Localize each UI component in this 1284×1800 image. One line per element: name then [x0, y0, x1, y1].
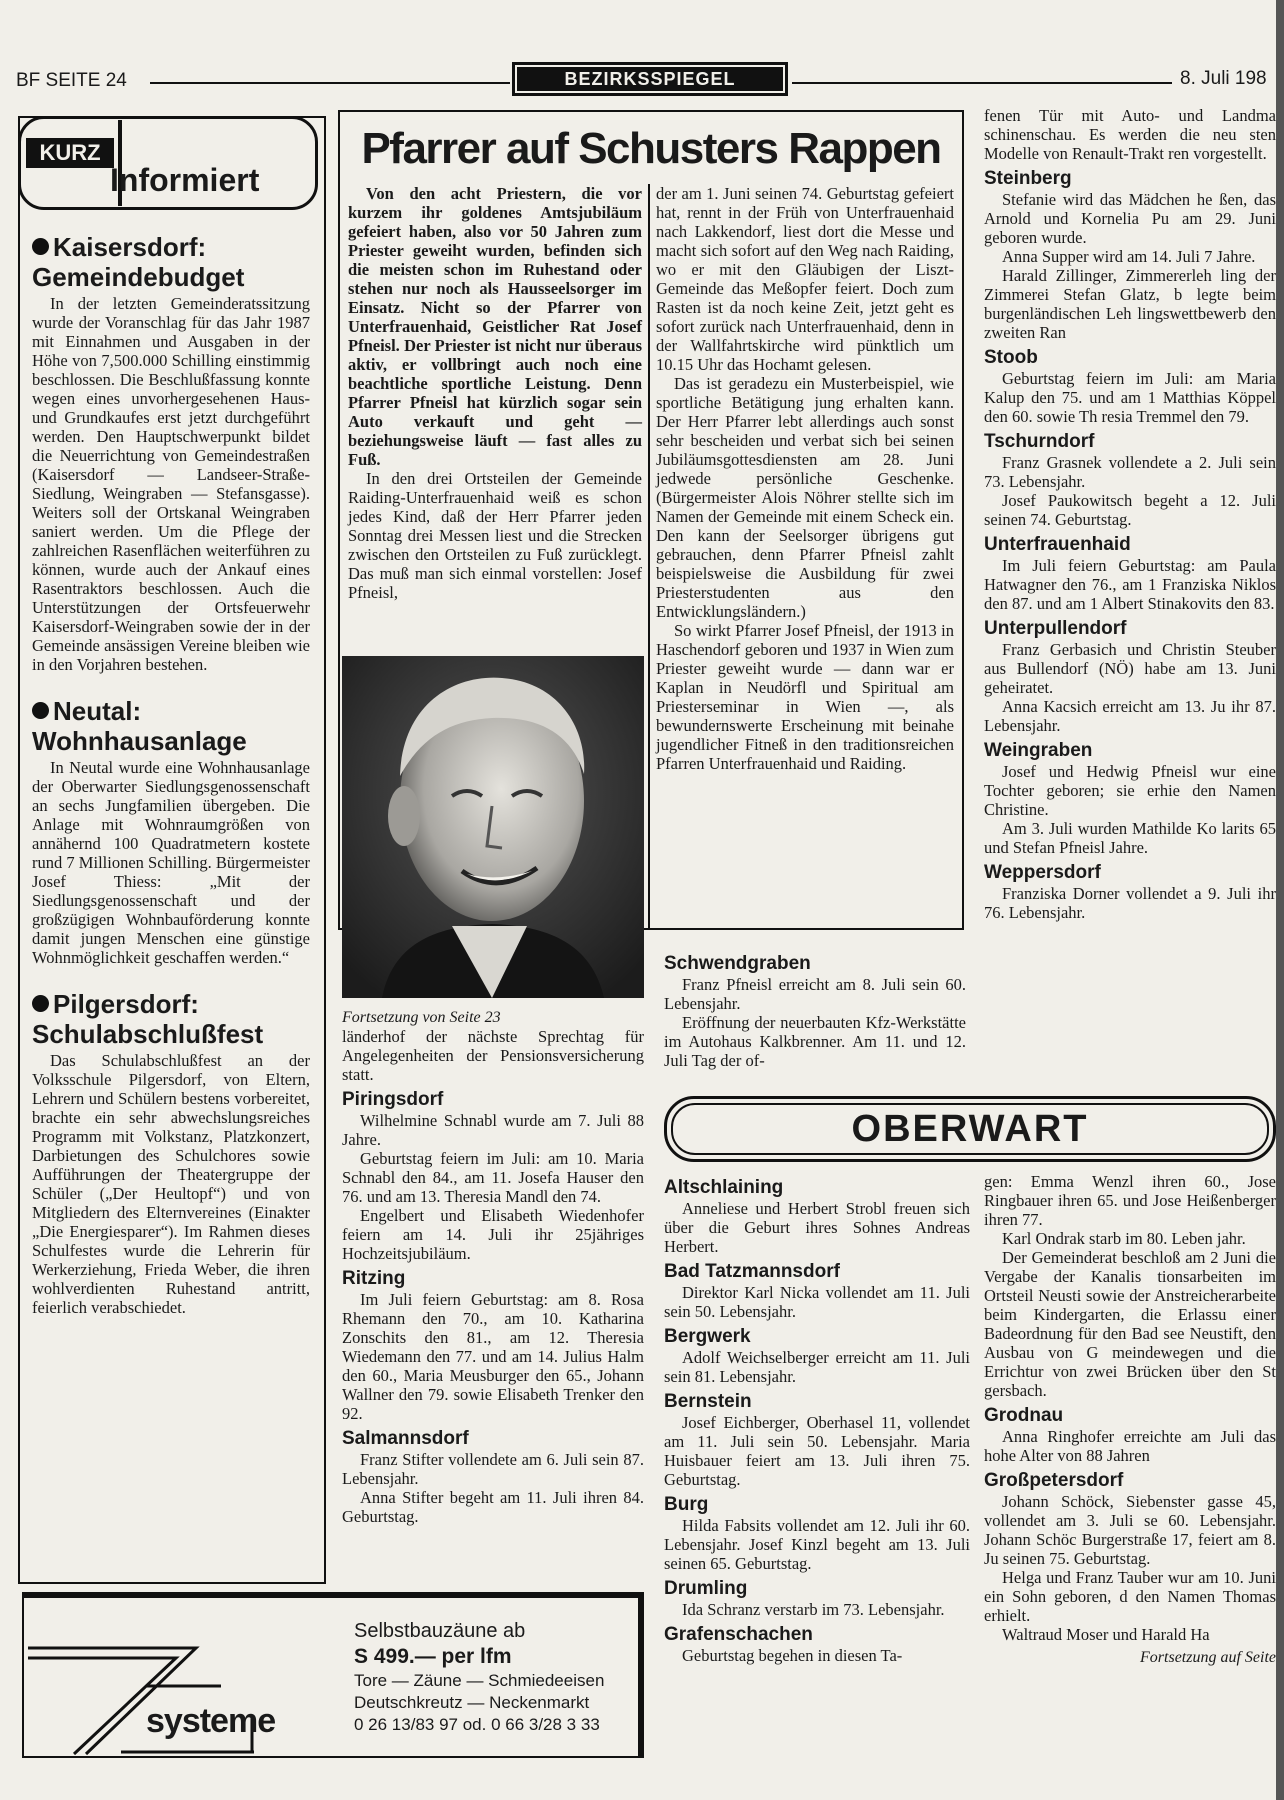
mid-right-column: [664, 948, 966, 1070]
section-title: Piringsdorf: [342, 1089, 444, 1110]
main-article-title: Pfarrer auf Schusters Rappen: [361, 124, 941, 173]
section-paragraph: Franz Gerbasich und Christin Steuber aus Bullendorf (NÖ) habe am 13. Juni geheiratet.: [984, 640, 1276, 697]
section-paragraph: Geburtstag feiern im Juli: am 10. Maria Schnabl den 84., am 11. Josefa Hauser den 76. und am 13. Theresia Mandl den 74.: [342, 1149, 644, 1206]
ad-price: S 499.— per lfm: [354, 1645, 512, 1668]
section-paragraph: Anna Stifter begeht am 11. Juli ihren 84. Geburtstag.: [342, 1488, 644, 1526]
section-grosspetersdorf: [984, 1471, 1276, 1644]
section-title: Steinberg: [984, 168, 1072, 189]
main-article-paragraph: Das ist geradezu ein Musterbeispiel, wie sportliche Betätigung jung erhalten kann. Der Herr Pfarrer lebt allerdings auch sonst sehr bescheiden und verbat sich bei seinen Jubiläumsgottesdiensten am 28. Juni jedwede persönliche Geschenke. (Bürgermeister Alois Nöhrer stellte sich im Namen der Gemeinde mit einem Scheck ein. Den kann der Seelsorger übrigens gut gebrauchen, denn Pfarrer Pfneisl zahlt beispielsweise die Ausbildung für zwei Priesterstudenten aus den Entwicklungsländern.): [656, 374, 954, 621]
section-unterpullendorf: [984, 619, 1276, 735]
section-title: Grodnau: [984, 1405, 1064, 1426]
kurz-item-subheading: Schulabschlußfest: [32, 1019, 264, 1049]
section-paragraph: Josef und Hedwig Pfneisl wur eine Tochter geboren; sie erhie den Namen Christine.: [984, 762, 1276, 819]
main-article-col-divider: [648, 184, 650, 928]
mid-column-lower: [342, 1008, 644, 1526]
ad-line: Selbstbauzäune ab: [354, 1620, 526, 1642]
kurz-tag: KURZ: [26, 138, 114, 168]
kurz-item: [32, 232, 310, 674]
section-paragraph: Josef Eichberger, Oberhasel 11, vollendet am 11. Juli sein 50. Lebensjahr. Maria Huisbauer feiert am 13. Juli ihren 75. Geburtstag.: [664, 1413, 970, 1489]
section-grafenschachen: [664, 1625, 970, 1665]
bullet-icon: [32, 702, 49, 719]
section-title: Schwendgraben: [664, 953, 811, 974]
kurz-item-text: In der letzten Gemeinderatssitzung wurde der Voranschlag für das Jahr 1987 mit Einnahmen und Ausgaben in der Höhe von 7,500.000 Schilling einstimmig beschlossen. Die Beschlußfassung konnte wegen eines unvorhergesehenen Haus- und Grundkaufes erst jetzt durchgeführt werden. Den Hauptschwerpunkt bildet die Neuerrichtung von Gemeindestraßen (Kaisersdorf — Landseer-Straße-Siedlung, Weingraben — Stefansgasse). Weiters soll der Ortskanal Weingraben saniert werden. Um die Pflege der zahlreichen Rasenflächen weiterführen zu können, wurde auch der Ankauf eines Rasentraktors beschlossen. Auch die Unterstützungen der Ortsfeuerwehr Kaisersdorf-Weingraben sowie der in der Gemeinde ansässigen Vereine bleiben wie in den Vorjahren bestehen.: [32, 294, 310, 674]
section-title: Burg: [664, 1494, 709, 1515]
section-paragraph: Anna Supper wird am 14. Juli 7 Jahre.: [1002, 247, 1256, 266]
section-title: Großpetersdorf: [984, 1470, 1124, 1491]
section-paragraph: Anna Kacsich erreicht am 13. Ju ihr 87. Lebensjahr.: [984, 697, 1276, 735]
page-edge-shadow: [1276, 0, 1284, 1800]
kurz-title: Informiert: [110, 162, 260, 198]
section-ritzing: [342, 1269, 644, 1423]
oberwart-col2: [984, 1172, 1276, 1667]
section-paragraph: Am 3. Juli wurden Mathilde Ko larits 65 und Stefan Pfneisl Jahre.: [984, 819, 1276, 857]
main-article-paragraph: der am 1. Juni seinen 74. Geburtstag gefeiert hat, rennt in der Früh von Unterfrauenhaid nach Lakkendorf, liest dort die Messe und macht sich sofort auf den Weg nach Raiding, wo er mit den Gläubigen der Liszt-Gemeinde das Meßopfer feiert. Doch zum Rasten ist da noch keine Zeit, jetzt geht es sofort zurück nach Unterfrauenhaid, denn in der Wallfahrtskirche wird pünktlich um 10.15 Uhr das Hochamt gelesen.: [656, 184, 954, 374]
section-paragraph: Direktor Karl Nicka vollendet am 11. Juli sein 50. Lebensjahr.: [664, 1283, 970, 1321]
section-paragraph: Im Juli feiern Geburtstag: am Paula Hatwagner den 76., am 1 Franziska Niklos den 87. und am 1 Albert Stinakovits den 83.: [984, 556, 1276, 613]
oberwart-col1: [664, 1172, 970, 1665]
kurz-item-subheading: Gemeindebudget: [32, 262, 245, 292]
oberwart-title: OBERWART: [851, 1108, 1089, 1150]
ad-line: Deutschkreutz — Neckenmarkt: [354, 1693, 590, 1712]
header-center-box: [512, 62, 788, 96]
section-paragraph: Franz Stifter vollendete am 6. Juli sein 87. Lebensjahr.: [342, 1450, 644, 1488]
main-article-lead: Von den acht Priestern, die vor kurzem ihr goldenes Amtsjubiläum gefeiert haben, also vor 50 Jahren zum Priester geweiht wurden, befinden sich die meisten schon im Ruhestand oder stehen nur noch als Hausseelsorger im Einsatz. Nicht so der Pfarrer von Unterfrauenhaid, Geistlicher Rat Josef Pfneisl. Der Priester ist nicht nur überaus aktiv, er vollbringt auch noch eine beachtliche sportliche Leistung. Denn Pfarrer Pfneisl hat kürzlich sogar sein Auto verkauft und geht — beziehungsweise läuft — fast alles zu Fuß.: [348, 184, 642, 469]
bullet-icon: [32, 995, 49, 1012]
section-weingraben: [984, 741, 1276, 857]
section-paragraph: Harald Zillinger, Zimmererleh ling der Zimmerei Stefan Glatz, b legte beim burgenländischen Leh lingswettbewerb den zweiten Ran: [984, 266, 1276, 342]
kurz-item-heading: Neutal:: [32, 696, 310, 726]
section-paragraph: Hilda Fabsits vollendet am 12. Juli ihr 60. Lebensjahr. Josef Kinzl begeht am 13. Juli seinen 65. Geburtstag.: [664, 1516, 970, 1573]
section-title: Salmannsdorf: [342, 1428, 469, 1449]
main-article-paragraph: So wirkt Pfarrer Josef Pfneisl, der 1913 in Haschendorf geboren und 1937 in Wien zum Priester geweiht wurde — dann war er Kaplan in Neudörfl und Spiritual am Priesterseminar in Wien —, als bewundernswerte Erscheinung mit beinahe jugendlicher Fitneß in den traditionsreichen Pfarren Unterfrauenhaid und Raiding.: [656, 621, 954, 773]
section-paragraph: Anna Ringhofer erreichte am Juli das hohe Alter von 88 Jahren: [984, 1427, 1276, 1465]
header-center-label: BEZIRKSSPIEGEL: [517, 67, 783, 91]
header-rule-left: [150, 82, 510, 84]
section-paragraph: Im Juli feiern Geburtstag: am 8. Rosa Rhemann den 70., am 10. Katharina Zonschits den 81., am 12. Theresia Wiedemann den 77. und am 14. Julius Halm den 60., Maria Meusburger den 65., Johann Wallner den 79. sowie Elisabeth Trenker den 92.: [342, 1290, 644, 1423]
oberwart-banner: [664, 1096, 1276, 1162]
section-paragraph: Waltraud Moser und Harald Ha: [1002, 1625, 1210, 1644]
section-stoob: [984, 348, 1276, 426]
ad-phone: 0 26 13/83 97 od. 0 66 3/28 3 33: [354, 1715, 600, 1734]
section-paragraph: Helga und Franz Tauber wur am 10. Juni ein Sohn geboren, d den Namen Thomas erhielt.: [984, 1568, 1276, 1625]
kurz-items: [32, 232, 310, 1317]
section-title: Unterpullendorf: [984, 618, 1127, 639]
section-paragraph: Stefanie wird das Mädchen he ßen, das Arnold und Kornelia Pu am 29. Juni geboren wurde.: [984, 190, 1276, 247]
section-paragraph: Anneliese und Herbert Strobl freuen sich über die Geburt ihres Sohnes Andreas Herbert.: [664, 1199, 970, 1256]
oberwart-banner-inner: [671, 1103, 1269, 1155]
section-weppersdorf: [984, 863, 1276, 922]
kurz-item-text: Das Schulabschlußfest an der Volksschule Pilgersdorf, von Eltern, Lehrern und Schülern bestens vorbereitet, brachte ein sehr abwechslungsreiches Programm mit Volkstanz, Platzkonzert, Darbietungen des Schulchores sowie Aufführungen der Theatergruppe der Schüler („Der Heultopf“) und von Mitgliedern des Elternvereines (Einakter „Die Energiesparer“). Im Rahmen dieses Schulfestes wurde die Lehrerin für Werkerziehung, Frieda Weber, die ihren wohlverdienten Ruhestand antritt, feierlich verabschiedet.: [32, 1051, 310, 1317]
kurz-item-heading: Kaisersdorf:: [32, 232, 310, 262]
section-paragraph: Ida Schranz verstarb im 73. Lebensjahr.: [682, 1600, 945, 1619]
ad-line: Tore — Zäune — Schmiedeeisen: [354, 1671, 605, 1690]
section-paragraph: Franz Pfneisl erreicht am 8. Juli sein 60. Lebensjahr.: [664, 975, 966, 1013]
section-title: Altschlaining: [664, 1177, 784, 1198]
main-article-col2: [656, 184, 954, 773]
section-salmannsdorf: [342, 1429, 644, 1526]
ad-logo-text: systeme: [146, 1702, 276, 1740]
section-title: Grafenschachen: [664, 1624, 813, 1645]
kurz-item-subheading: Wohnhausanlage: [32, 726, 247, 756]
ad-box: [22, 1592, 644, 1758]
kurz-item-text: In Neutal wurde eine Wohnhausanlage der Oberwarter Siedlungsgenossenschaft an sechs Jungfamilien übergeben. Die Anlage mit Wohnraumgrößen von annähernd 100 Quadratmetern kostete rund 7 Millionen Schilling. Bürgermeister Josef Thiess: „Mit der Siedlungsgenossenschaft und der großzügigen Wohnbauförderung konnte damit jungen Menschen eine günstige Wohnmöglichkeit geschaffen werden.“: [32, 758, 310, 967]
section-bad-tatzmannsdorf: [664, 1262, 970, 1321]
main-article-paragraph: In den drei Ortsteilen der Gemeinde Raiding-Unterfrauenhaid weiß es schon jedes Kind, daß der Herr Pfarrer jeden Sonntag drei Messen liest und die Strecken zwischen den Ortsteilen zu Fuß zurücklegt. Das muß man sich einmal vorstellen: Josef Pfneisl,: [348, 469, 642, 602]
section-paragraph: Karl Ondrak starb im 80. Leben jahr.: [1002, 1229, 1246, 1248]
section-altschlaining: [664, 1178, 970, 1256]
section-title: Weingraben: [984, 740, 1093, 761]
section-title: Stoob: [984, 347, 1038, 368]
section-title: Unterfrauenhaid: [984, 534, 1131, 555]
mid-intro: länderhof der nächste Sprechtag für Angelegenheiten der Pensionsversicherung statt.: [342, 1027, 644, 1084]
section-title: Bernstein: [664, 1391, 752, 1412]
section-grodnau: [984, 1406, 1276, 1465]
header-rule-right: [792, 82, 1172, 84]
kurz-item: [32, 989, 310, 1317]
section-paragraph: Der Gemeinderat beschloß am 2 Juni die Vergabe der Kanalis tionsarbeiten im Ortsteil Neusti sowie der Anstreicherarbeite beim Kindergarten, die Erlassu einer Badeordnung für den Bad see Neustift, den Ausbau von G meindewegen und die Errichtur von zwei Brücken über den St gersbach.: [984, 1248, 1276, 1400]
section-steinberg: [984, 169, 1276, 342]
section-burg: [664, 1495, 970, 1573]
section-bernstein: [664, 1392, 970, 1489]
header-left: BF SEITE 24: [16, 70, 127, 91]
section-unterfrauenhaid: [984, 535, 1276, 613]
section-title: Tschurndorf: [984, 431, 1095, 452]
section-title: Weppersdorf: [984, 862, 1101, 883]
continuation-note: Fortsetzung auf Seite: [1140, 1649, 1276, 1666]
section-title: Drumling: [664, 1578, 748, 1599]
section-paragraph: Josef Paukowitsch begeht a 12. Juli seinen 74. Geburtstag.: [984, 491, 1276, 529]
right-column: [984, 106, 1276, 922]
section-paragraph: Adolf Weichselberger erreicht am 11. Juli sein 81. Lebensjahr.: [664, 1348, 970, 1386]
section-piringsdorf: [342, 1090, 644, 1263]
kurz-item-heading: Pilgersdorf:: [32, 989, 310, 1019]
section-paragraph: Engelbert und Elisabeth Wiedenhofer feiern am 14. Juli ihr 25jähriges Hochzeitsjubiläum.: [342, 1206, 644, 1263]
right-intro: fenen Tür mit Auto- und Landma schinenschau. Es werden die neu sten Modelle von Renault-Trakt ren vorgestellt.: [984, 106, 1276, 163]
page-header: [0, 0, 1284, 91]
section-paragraph: Wilhelmine Schnabl wurde am 7. Juli 88 Jahre.: [342, 1111, 644, 1149]
section-paragraph: Franziska Dorner vollendet a 9. Juli ihr 76. Lebensjahr.: [984, 884, 1276, 922]
section-paragraph: Geburtstag feiern im Juli: am Maria Kalup den 75. und am 1 Matthias Köppel den 60. sowie Th resia Tremmel den 79.: [984, 369, 1276, 426]
section-drumling: [664, 1579, 970, 1619]
priest-portrait-image: [342, 656, 644, 998]
section-paragraph: Eröffnung der neuerbauten Kfz-Werkstätte im Autohaus Kalkbrenner. Am 11. und 12. Juli Tag der of-: [664, 1013, 966, 1070]
ad-text: [354, 1618, 644, 1736]
main-article-col1: [348, 184, 642, 602]
kurz-item: [32, 696, 310, 967]
section-title: Bergwerk: [664, 1326, 751, 1347]
section-title: Bad Tatzmannsdorf: [664, 1261, 840, 1282]
continuation-note: Fortsetzung von Seite 23: [342, 1009, 501, 1026]
header-date: 8. Juli 198: [1180, 68, 1267, 89]
section-title: Ritzing: [342, 1268, 406, 1289]
section-paragraph: Franz Grasnek vollendete a 2. Juli sein 73. Lebensjahr.: [984, 453, 1276, 491]
priest-photo: [342, 656, 644, 998]
section-paragraph: gen: Emma Wenzl ihren 60., Jose Ringbauer ihren 65. und Jose Heißenberger ihren 77.: [984, 1172, 1276, 1229]
bullet-icon: [32, 238, 49, 255]
section-tschurndorf: [984, 432, 1276, 529]
section-bergwerk: [664, 1327, 970, 1386]
section-paragraph: Johann Schöck, Siebenster gasse 45, vollendet am 3. Juli se 60. Lebensjahr. Johann Schöc Burgerstraße 17, feiert am 8. Ju seinen 75. Geburtstag.: [984, 1492, 1276, 1568]
section-paragraph: Geburtstag begehen in diesen Ta-: [682, 1646, 903, 1665]
